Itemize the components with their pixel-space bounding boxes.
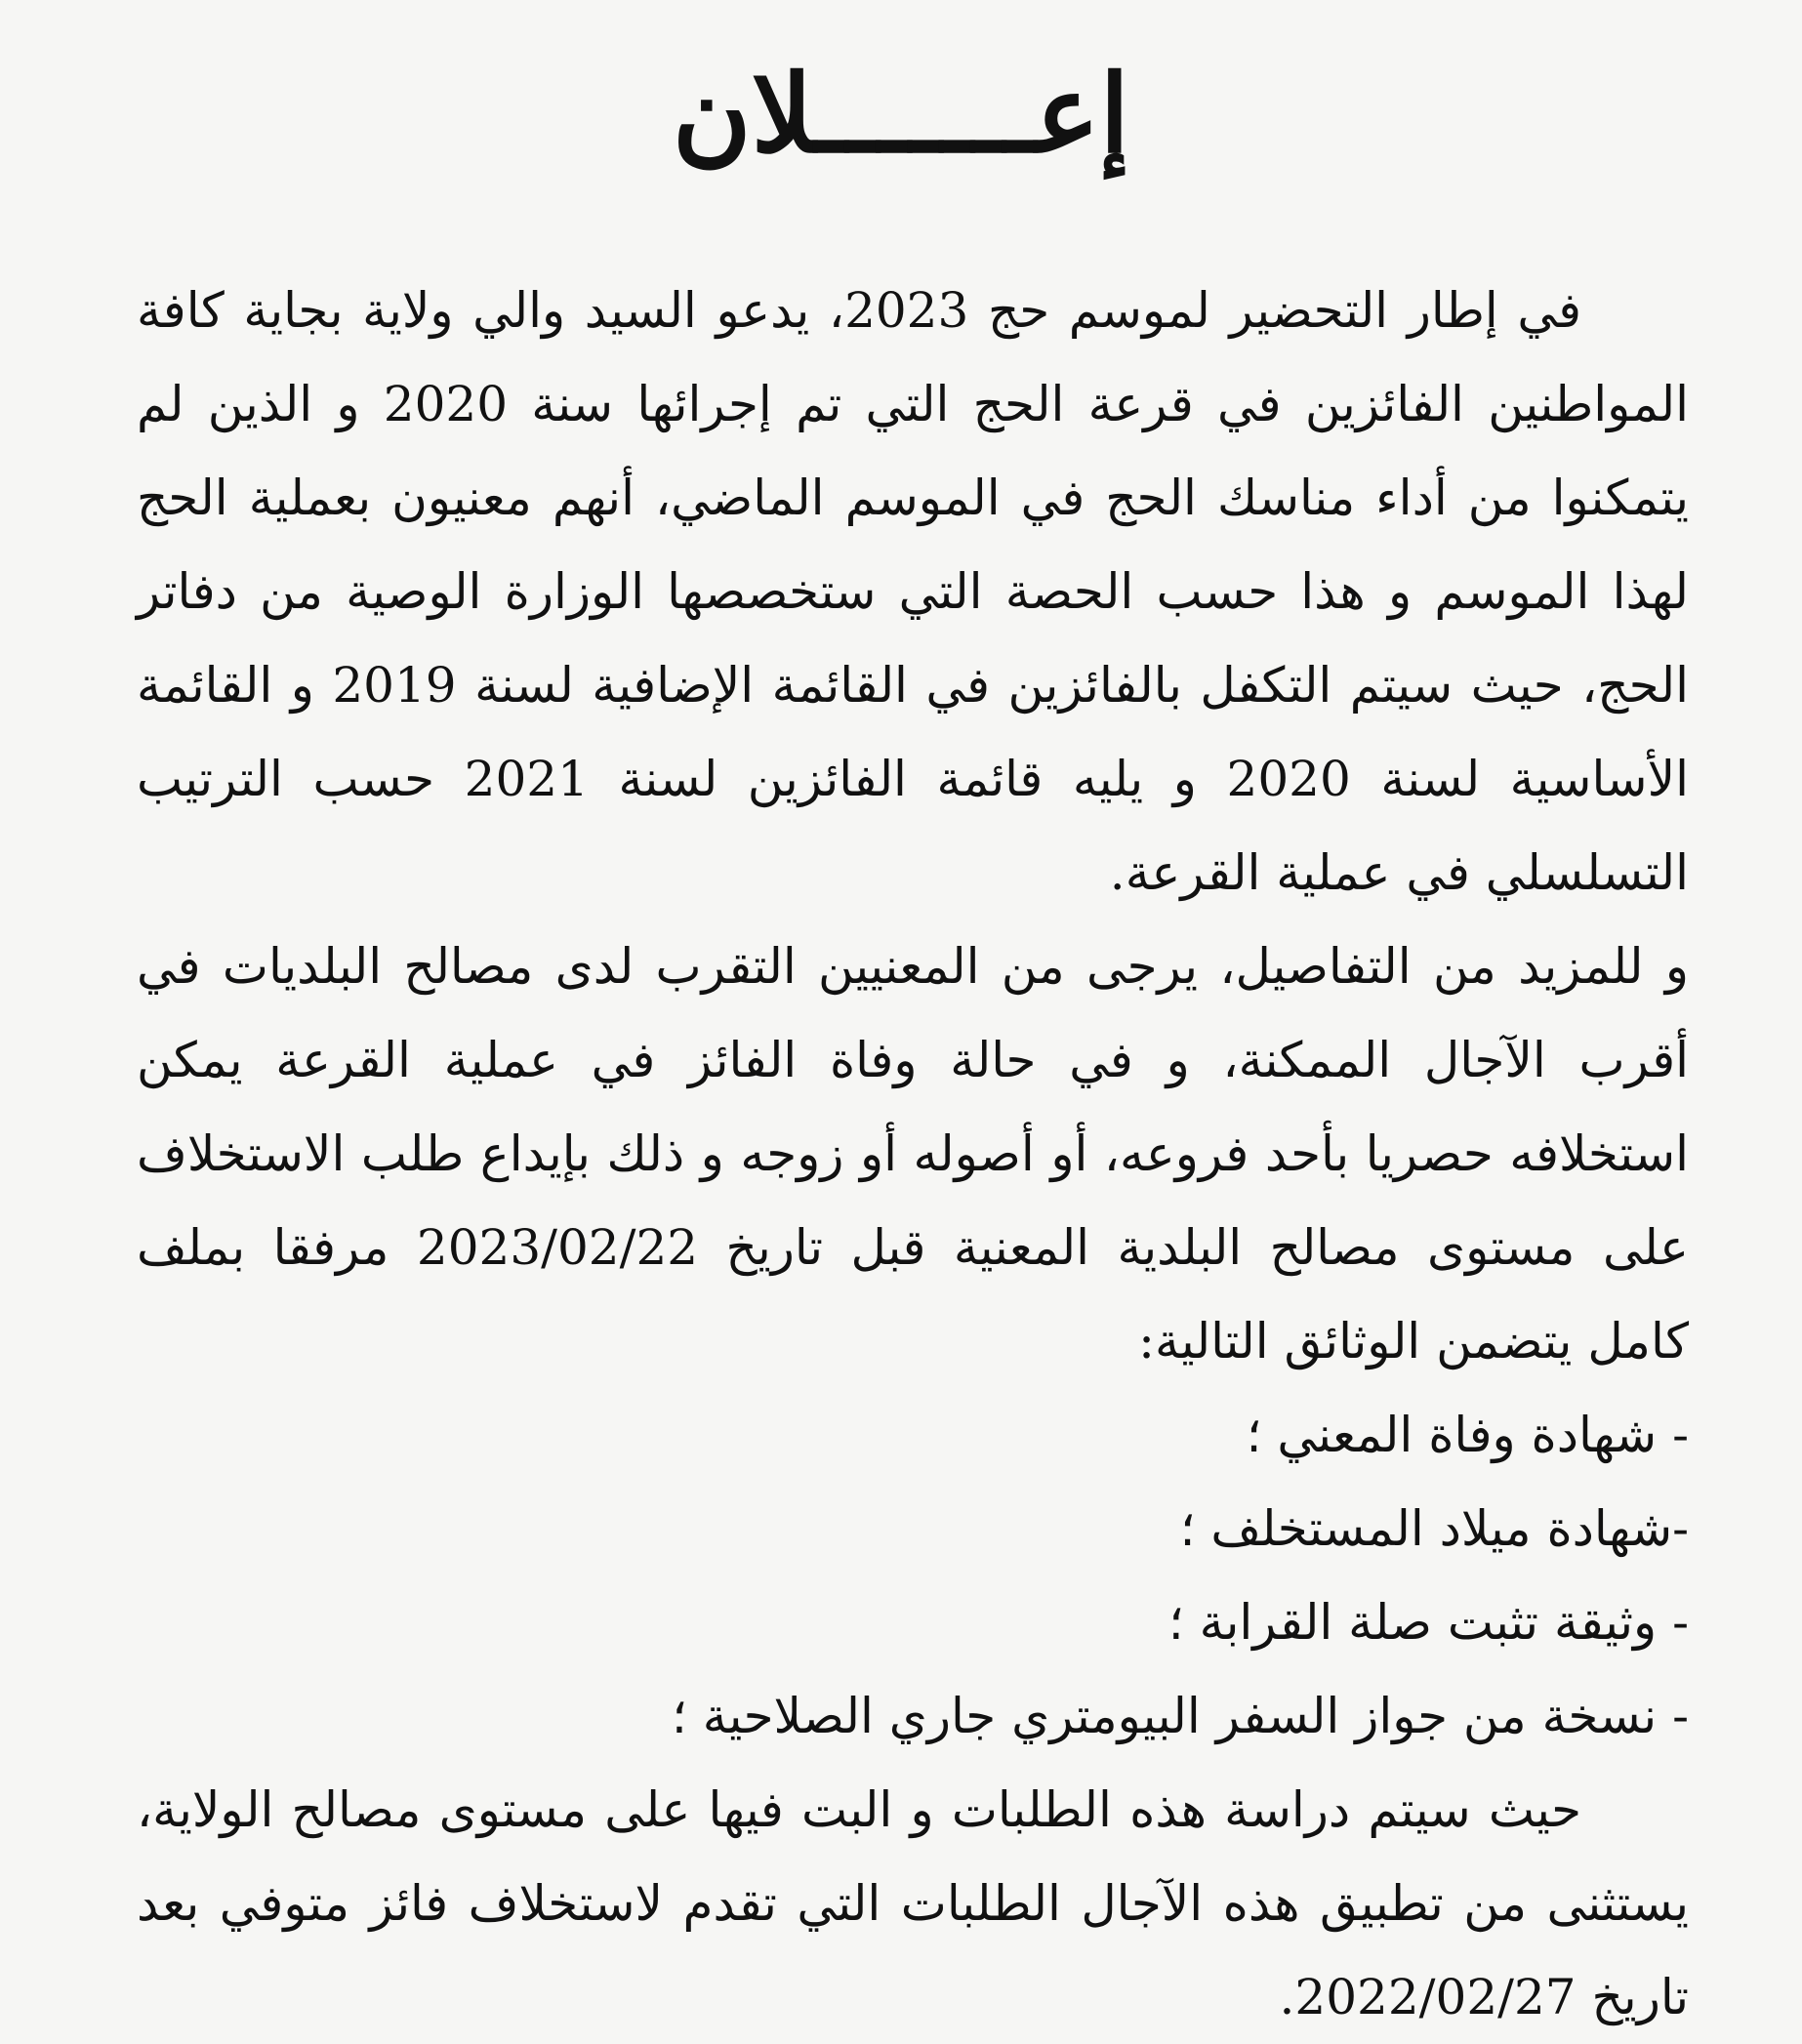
required-documents-list bbox=[137, 1388, 1689, 1763]
announcement-body bbox=[137, 264, 1689, 2044]
list-item: - وثيقة تثبت صلة القرابة ؛ bbox=[1167, 1594, 1689, 1651]
announcement-title: إعـــــــلان bbox=[672, 51, 1130, 177]
paragraph-details: و للمزيد من التفاصيل، يرجى من المعنيين التقرب لدى مصالح البلديات في أقرب الآجال الممكنة، و في حالة وفاة الفائز في عملية القرعة يمكن استخلافه حصريا بأحد فروعه، أو أصوله أو زوجه و ذلك بإيداع طلب الاستخلاف على مستوى مصالح البلدية المعنية قبل تاريخ 2023/02/22 مرفقا بملف كامل يتضمن الوثائق التالية: bbox=[137, 938, 1690, 1369]
list-item: - شهادة وفاة المعني ؛ bbox=[1246, 1407, 1689, 1463]
paragraph-closing: حيث سيتم دراسة هذه الطلبات و البت فيها على مستوى مصالح الولاية، يستثنى من تطبيق هذه الآجال الطلبات التي تقدم لاستخلاف فائز متوفي بعد تاريخ 2022/02/27. bbox=[137, 1781, 1689, 2025]
list-item: - نسخة من جواز السفر البيومتري جاري الصلاحية ؛ bbox=[671, 1688, 1689, 1744]
list-item: -شهادة ميلاد المستخلف ؛ bbox=[1179, 1500, 1689, 1557]
paragraph-intro: في إطار التحضير لموسم حج 2023، يدعو السيد والي ولاية بجاية كافة المواطنين الفائزين في قرعة الحج التي تم إجرائها سنة 2020 و الذين لم يتمكنوا من أداء مناسك الحج في الموسم الماضي، أنهم معنيون بعملية الحج لهذا الموسم و هذا حسب الحصة التي ستخصصها الوزارة الوصية من دفاتر الحج، حيث سيتم التكفل بالفائزين في القائمة الإضافية لسنة 2019 و القائمة الأساسية لسنة 2020 و يليه قائمة الفائزين لسنة 2021 حسب الترتيب التسلسلي في عملية القرعة. bbox=[137, 282, 1689, 901]
